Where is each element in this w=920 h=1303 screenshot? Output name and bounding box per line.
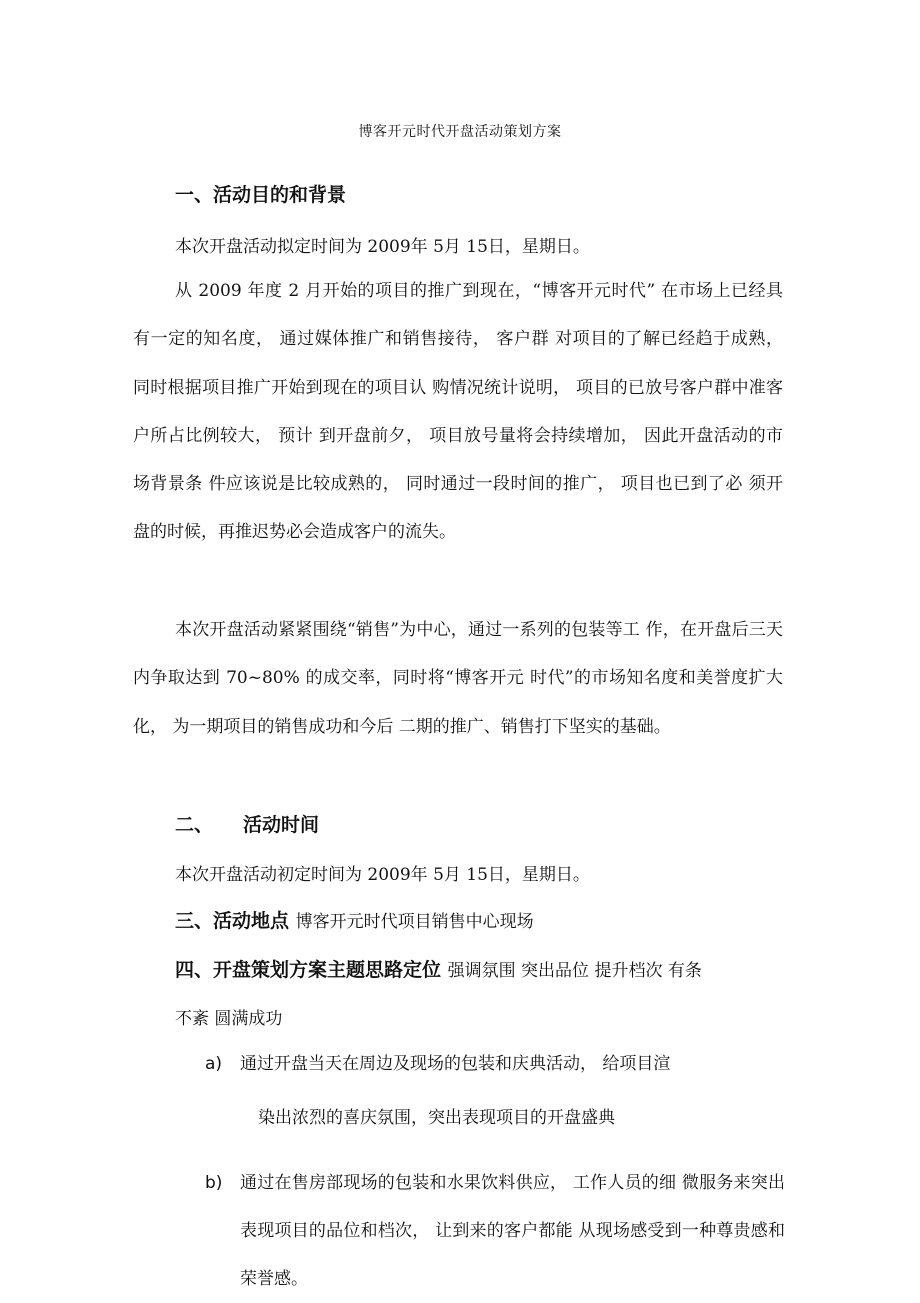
section-heading-location [175, 906, 534, 933]
list-item-line: 通过开盘当天在周边及现场的包装和庆典活动， 给项目渲 [240, 1054, 671, 1074]
list-item [205, 1159, 785, 1303]
list-item-text: 通过在售房部现场的包装和水果饮料供应， 工作人员的细 微服务来突出表现项目的品位和档次， 让到来的客户都能 从现场感受到一种尊贵感和荣誉感。 [240, 1173, 785, 1289]
section-number: 二、 [175, 814, 214, 836]
document-title: 博客开元时代开盘活动策划方案 [358, 124, 562, 140]
section-heading-theme [175, 955, 702, 982]
location-text: 博客开元时代项目销售中心现场 [295, 912, 534, 932]
paragraph-initial-date: 本次开盘活动初定时间为 2009年 5月 15日，星期日。 [175, 865, 590, 885]
theme-keywords-continued: 不紊 圆满成功 [175, 1009, 283, 1029]
section-title: 四、开盘策划方案主题思路定位 [175, 959, 442, 981]
list-marker: a) [205, 1054, 223, 1074]
paragraph-activity-date: 本次开盘活动拟定时间为 2009年 5月 15日，星期日。 [175, 237, 590, 257]
paragraph-sales-goal: 本次开盘活动紧紧围绕“销售”为中心，通过一系列的包装等工 作，在开盘后三天内争取达到 70~80% 的成交率，同时将“博客开元 时代”的市场知名度和美誉度扩大化， 为一期项目的销售成功和今后 二期的推广、销售打下坚实的基础。 [133, 620, 783, 737]
list-marker: b) [205, 1173, 223, 1193]
paragraph-background: 从 2009 年度 2 月开始的项目的推广到现在，“博客开元时代” 在市场上已经具有一定的知名度， 通过媒体推广和销售接待， 客户群 对项目的了解已经趋于成熟， 同时根据项目推广开始到现在的项目认 购情况统计说明， 项目的已放号客户群中准客户所占比例较大， 预计 到开盘前夕， 项目放号量将会持续增加， 因此开盘活动的市场背景条 件应该说是比较成熟的， 同时通过一段时间的推广， 项目也已到了必 须开盘的时候，再推迟势必会造成客户的流失。 [133, 281, 783, 543]
section-heading-purpose: 一、活动目的和背景 [175, 184, 347, 206]
list-item-line: 染出浓烈的喜庆氛围，突出表现项目的开盘盛典 [258, 1108, 615, 1128]
section-heading-time [175, 810, 319, 837]
list-item [205, 1040, 785, 1140]
section-title: 三、活动地点 [175, 910, 290, 932]
section-title: 活动时间 [243, 814, 320, 836]
theme-keywords: 强调氛围 突出品位 提升档次 有条 [447, 961, 702, 981]
